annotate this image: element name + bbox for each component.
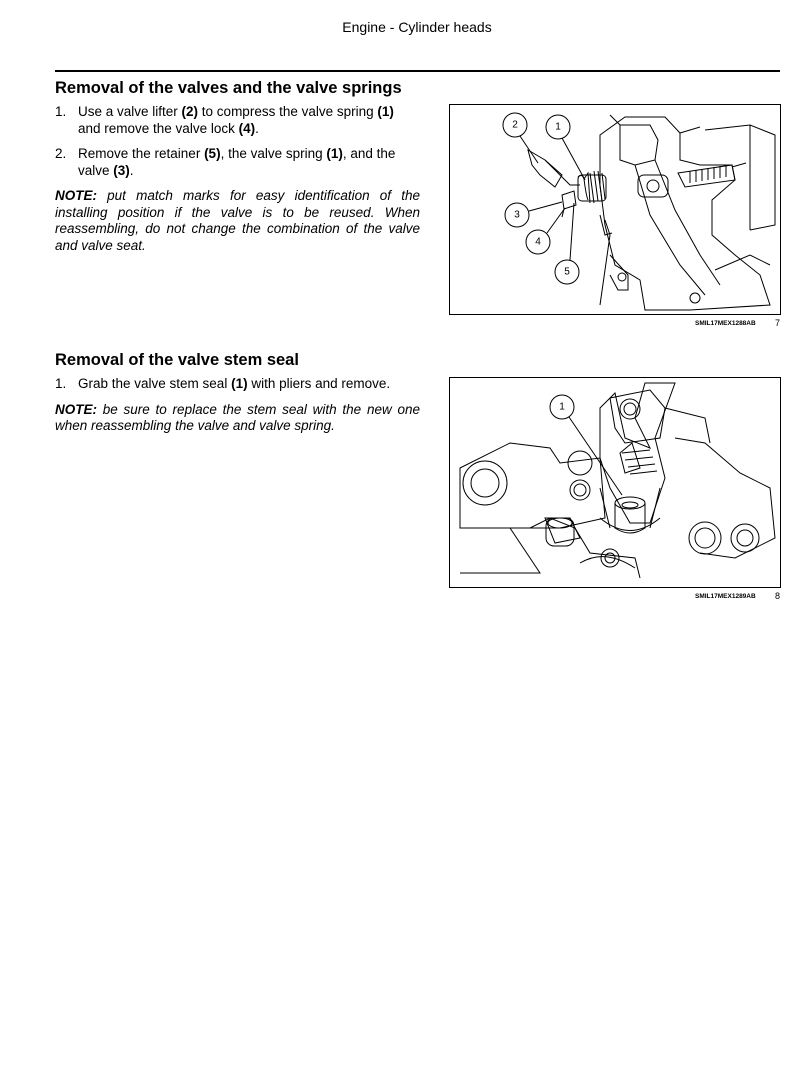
- figure-stem-seal-pliers: [449, 377, 781, 588]
- section-stem-seal-removal: [55, 350, 420, 435]
- callout-label: 1: [559, 401, 565, 413]
- step-number: 2.: [55, 146, 67, 161]
- page-header: Engine - Cylinder heads: [342, 19, 492, 35]
- figure-number: 7: [775, 318, 781, 328]
- step-list: [55, 104, 420, 179]
- section-heading: Removal of the valves and the valve springs: [55, 79, 402, 97]
- note-paragraph: NOTE: be sure to replace the stem seal with the new one when reassembling the valve and valve spring.: [55, 401, 420, 433]
- figure-valve-lifter: [449, 104, 781, 315]
- callout-label: 4: [535, 236, 541, 248]
- callout-label: 5: [564, 266, 570, 278]
- callout-label: 3: [514, 209, 520, 221]
- figure-caption: SMIL17MEX1289AB: [695, 593, 756, 600]
- step-item: 1. Grab the valve stem seal (1) with pliers and remove.: [55, 376, 391, 391]
- section-valve-removal: [55, 78, 420, 254]
- valve-lifter-illustration: [450, 105, 780, 314]
- callout-label: 2: [512, 119, 518, 131]
- note-paragraph: NOTE: put match marks for easy identification of the installing position if the valve is to be reused. When reassembling, do not change the combination of the valve and valve seat.: [55, 188, 420, 253]
- step-number: 1.: [55, 104, 67, 119]
- section-heading: Removal of the valve stem seal: [55, 351, 299, 369]
- figure-caption: SMIL17MEX1288AB: [695, 320, 756, 327]
- header-rule: [55, 70, 780, 72]
- step-item: 1. Use a valve lifter (2) to compress the valve spring (1) and remove the valve lock (4).: [55, 104, 394, 136]
- step-number: 1.: [55, 376, 67, 391]
- step-list: [55, 376, 420, 393]
- stem-seal-illustration: [450, 378, 780, 587]
- step-item: 2. Remove the retainer (5), the valve spring (1), and the valve (3).: [55, 146, 396, 178]
- callout-label: 1: [555, 121, 561, 133]
- figure-number: 8: [775, 591, 781, 601]
